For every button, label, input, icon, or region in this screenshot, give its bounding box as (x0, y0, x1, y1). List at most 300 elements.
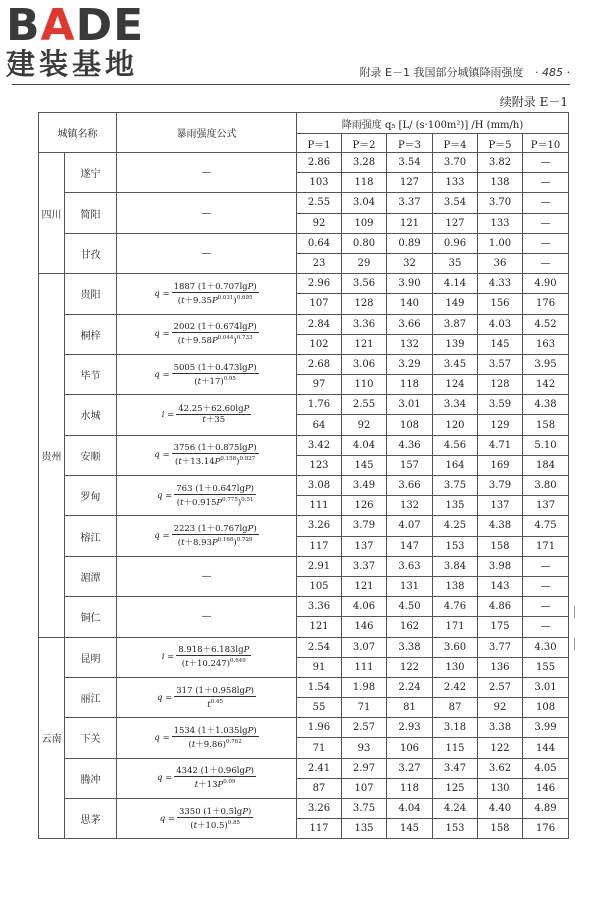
formula-cell (117, 233, 297, 273)
intensity-q-value: 4.76 (433, 597, 478, 617)
intensity-h-value: 93 (342, 738, 387, 758)
intensity-q-value: 2.97 (342, 758, 387, 778)
table-row (39, 274, 569, 294)
intensity-q-value: 4.38 (523, 395, 569, 415)
formula-denominator: $(t+10.5)^{0.85}$ (190, 819, 240, 831)
rainfall-table (38, 112, 569, 839)
intensity-h-value: 121 (342, 334, 387, 354)
intensity-h-value: 87 (297, 778, 342, 798)
formula-cell (117, 799, 297, 839)
intensity-q-value: 2.57 (478, 677, 523, 697)
city-name: 湄潭 (65, 556, 117, 596)
intensity-q-value: 3.87 (433, 314, 478, 334)
intensity-q-value: 3.63 (387, 556, 433, 576)
intensity-q-value: — (523, 597, 569, 617)
intensity-q-value: 3.38 (478, 718, 523, 738)
intensity-q-value: 3.59 (478, 395, 523, 415)
intensity-q-value: 0.89 (387, 233, 433, 253)
empty-dash: — (201, 611, 212, 623)
intensity-q-value: 4.05 (523, 758, 569, 778)
intensity-h-value: 146 (342, 617, 387, 637)
running-header (290, 64, 570, 82)
city-name: 罗甸 (65, 476, 117, 516)
intensity-q-value: 0.64 (297, 233, 342, 253)
logo-subtitle: 建装基地 (6, 47, 139, 81)
header-period: P＝3 (387, 134, 433, 153)
formula-cell (117, 395, 297, 435)
intensity-q-value: 3.77 (478, 637, 523, 657)
intensity-h-value: 144 (523, 738, 569, 758)
intensity-q-value: 0.80 (342, 233, 387, 253)
intensity-h-value: 155 (523, 657, 569, 677)
city-name: 思茅 (65, 799, 117, 839)
intensity-h-value: — (523, 617, 569, 637)
intensity-h-value: 120 (433, 415, 478, 435)
intensity-q-value: 4.38 (478, 516, 523, 536)
intensity-q-value: 4.14 (433, 274, 478, 294)
city-name: 水城 (65, 395, 117, 435)
intensity-q-value: 3.70 (433, 153, 478, 173)
intensity-q-value: 2.84 (297, 314, 342, 334)
table-row (39, 314, 569, 334)
intensity-h-value: 176 (523, 819, 569, 839)
formula-cell (117, 435, 297, 475)
formula-denominator: t＋35 (202, 415, 226, 426)
intensity-h-value: 121 (387, 213, 433, 233)
intensity-q-value: 1.96 (297, 718, 342, 738)
intensity-q-value: 3.70 (478, 193, 523, 213)
header-period: P＝4 (433, 134, 478, 153)
intensity-h-value: 127 (387, 173, 433, 193)
formula-denominator: $(t+9.58P^{0.044})^{0.733}$ (177, 335, 253, 347)
formula-lhs: q = (157, 490, 173, 501)
intensity-h-value: 131 (387, 576, 433, 596)
table-row (39, 193, 569, 213)
formula-numerator: 3756 (1＋0.875lgP) (173, 443, 257, 454)
city-name: 铜仁 (65, 597, 117, 637)
intensity-h-value: 117 (297, 819, 342, 839)
intensity-q-value: 1.00 (478, 233, 523, 253)
intensity-q-value: 3.80 (523, 476, 569, 496)
intensity-h-value: — (523, 213, 569, 233)
intensity-h-value: 97 (297, 375, 342, 395)
intensity-q-value: 4.33 (478, 274, 523, 294)
city-name: 桐梓 (65, 314, 117, 354)
intensity-h-value: 108 (387, 415, 433, 435)
intensity-q-value: 3.95 (523, 354, 569, 374)
intensity-h-value: 146 (523, 778, 569, 798)
intensity-h-value: 55 (297, 698, 342, 718)
intensity-q-value: 4.52 (523, 314, 569, 334)
intensity-q-value: 3.08 (297, 476, 342, 496)
intensity-h-value: 130 (433, 657, 478, 677)
intensity-q-value: 4.03 (478, 314, 523, 334)
formula-numerator: 2002 (1＋0.674lgP) (173, 322, 257, 333)
intensity-h-value: 156 (478, 294, 523, 314)
city-name: 昆明 (65, 637, 117, 677)
table-row (39, 637, 569, 657)
intensity-h-value: 145 (342, 455, 387, 475)
city-name: 遂宁 (65, 153, 117, 193)
formula-lhs: q = (154, 732, 170, 743)
intensity-h-value: 103 (297, 173, 342, 193)
intensity-q-value: 3.06 (342, 354, 387, 374)
intensity-q-value: 1.98 (342, 677, 387, 697)
formula-lhs: q = (154, 329, 170, 340)
intensity-q-value: 2.86 (297, 153, 342, 173)
intensity-h-value: 164 (433, 455, 478, 475)
empty-dash: — (201, 247, 212, 259)
formula-cell (117, 677, 297, 717)
table-row (39, 435, 569, 455)
intensity-h-value: 158 (523, 415, 569, 435)
formula-numerator: 3350 (1＋0.5lgP) (178, 806, 252, 817)
intensity-h-value: 142 (523, 375, 569, 395)
intensity-q-value: — (523, 233, 569, 253)
intensity-h-value: 71 (342, 698, 387, 718)
table-row (39, 799, 569, 819)
intensity-q-value: 2.55 (297, 193, 342, 213)
intensity-h-value: 138 (478, 173, 523, 193)
formula-denominator: $(t+17)^{0.95}$ (194, 375, 236, 387)
formula-fraction (172, 726, 259, 750)
intensity-q-value: 1.54 (297, 677, 342, 697)
intensity-h-value: 133 (478, 213, 523, 233)
intensity-h-value: 135 (433, 496, 478, 516)
city-name: 毕节 (65, 354, 117, 394)
formula-denominator: $(t+0.915P^{0.775})^{0.51}$ (176, 496, 254, 508)
intensity-q-value: 3.45 (433, 354, 478, 374)
intensity-q-value: 3.98 (478, 556, 523, 576)
intensity-h-value: 121 (297, 617, 342, 637)
margin-mark (570, 606, 580, 618)
intensity-q-value: 4.25 (433, 516, 478, 536)
formula-numerator: 1534 (1＋1.035lgP) (173, 726, 257, 737)
intensity-h-value: 128 (478, 375, 523, 395)
table-row (39, 718, 569, 738)
table-row (39, 395, 569, 415)
formula-cell (117, 354, 297, 394)
intensity-h-value: 153 (433, 536, 478, 556)
intensity-h-value: 137 (342, 536, 387, 556)
formula-denominator: $(t+9.35P^{0.031})^{0.695}$ (177, 294, 253, 306)
header-period: P＝10 (523, 134, 569, 153)
city-name: 简阳 (65, 193, 117, 233)
empty-dash: — (201, 570, 212, 582)
formula-denominator: $(t+13.14P^{0.158})^{0.827}$ (175, 456, 256, 468)
formula-fraction (174, 686, 256, 710)
intensity-q-value: 4.24 (433, 799, 478, 819)
intensity-h-value: 64 (297, 415, 342, 435)
intensity-q-value: 2.41 (297, 758, 342, 778)
intensity-h-value: 118 (387, 375, 433, 395)
formula-fraction (172, 443, 259, 467)
intensity-h-value: 108 (523, 698, 569, 718)
intensity-h-value: 71 (297, 738, 342, 758)
intensity-h-value: 111 (297, 496, 342, 516)
intensity-h-value: 118 (387, 778, 433, 798)
intensity-h-value: 145 (478, 334, 523, 354)
formula-cell (117, 718, 297, 758)
intensity-q-value: 3.56 (342, 274, 387, 294)
intensity-h-value: 171 (433, 617, 478, 637)
formula-numerator: 2223 (1＋0.767lgP) (173, 524, 257, 535)
header-city: 城镇名称 (39, 113, 117, 153)
intensity-h-value: 137 (523, 496, 569, 516)
intensity-q-value: 3.75 (433, 476, 478, 496)
table-row (39, 476, 569, 496)
formula-lhs: q = (154, 369, 170, 380)
table-row (39, 758, 569, 778)
intensity-h-value: 81 (387, 698, 433, 718)
intensity-q-value: 3.36 (342, 314, 387, 334)
intensity-q-value: 4.36 (387, 435, 433, 455)
intensity-h-value: 132 (387, 334, 433, 354)
intensity-h-value: 149 (433, 294, 478, 314)
intensity-h-value: 115 (433, 738, 478, 758)
formula-lhs: q = (154, 288, 170, 299)
brand-logo (6, 0, 176, 86)
intensity-q-value: 2.42 (433, 677, 478, 697)
intensity-q-value: 4.50 (387, 597, 433, 617)
intensity-h-value: 147 (387, 536, 433, 556)
intensity-q-value: 3.49 (342, 476, 387, 496)
intensity-h-value: 107 (297, 294, 342, 314)
intensity-h-value: 118 (342, 173, 387, 193)
formula-cell (117, 193, 297, 233)
table-row (39, 597, 569, 617)
province-name: 云南 (39, 637, 65, 839)
intensity-h-value: 117 (297, 536, 342, 556)
intensity-q-value: 3.26 (297, 516, 342, 536)
intensity-q-value: 3.42 (297, 435, 342, 455)
intensity-h-value: 158 (478, 819, 523, 839)
table-row (39, 677, 569, 697)
header-divider (12, 84, 570, 85)
header-period: P＝5 (478, 134, 523, 153)
header-period: P＝1 (297, 134, 342, 153)
intensity-h-value: 175 (478, 617, 523, 637)
formula-lhs: q = (157, 692, 173, 703)
formula-cell (117, 597, 297, 637)
intensity-h-value: 123 (297, 455, 342, 475)
intensity-h-value: 102 (297, 334, 342, 354)
intensity-q-value: 3.26 (297, 799, 342, 819)
formula-fraction (174, 766, 256, 790)
intensity-h-value: — (523, 253, 569, 273)
formula-fraction (174, 484, 256, 508)
intensity-h-value: 133 (433, 173, 478, 193)
table-row (39, 556, 569, 576)
intensity-q-value: 3.79 (342, 516, 387, 536)
intensity-q-value: 4.86 (478, 597, 523, 617)
intensity-q-value: 4.75 (523, 516, 569, 536)
intensity-h-value: 139 (433, 334, 478, 354)
city-name: 下关 (65, 718, 117, 758)
intensity-h-value: 105 (297, 576, 342, 596)
formula-numerator: 317 (1＋0.958lgP) (176, 685, 254, 696)
intensity-q-value: 3.75 (342, 799, 387, 819)
formula-cell (117, 314, 297, 354)
intensity-q-value: 2.93 (387, 718, 433, 738)
formula-numerator: 42.25＋62.60lgP (178, 404, 250, 415)
table-row (39, 153, 569, 173)
intensity-h-value: 157 (387, 455, 433, 475)
intensity-h-value: 124 (433, 375, 478, 395)
formula-numerator: 5005 (1＋0.473lgP) (173, 362, 257, 373)
intensity-h-value: 29 (342, 253, 387, 273)
intensity-q-value: 4.89 (523, 799, 569, 819)
section-title: 附录 E－1 我国部分城镇降雨强度 (359, 66, 524, 79)
intensity-q-value: 2.96 (297, 274, 342, 294)
formula-denominator: $t+13P^{0.09}$ (194, 779, 236, 791)
intensity-q-value: 4.40 (478, 799, 523, 819)
intensity-h-value: 130 (478, 778, 523, 798)
intensity-q-value: 2.57 (342, 718, 387, 738)
table-row (39, 516, 569, 536)
intensity-h-value: 35 (433, 253, 478, 273)
intensity-h-value: 169 (478, 455, 523, 475)
intensity-h-value: 176 (523, 294, 569, 314)
intensity-h-value: 92 (297, 213, 342, 233)
intensity-q-value: 4.71 (478, 435, 523, 455)
province-name: 贵州 (39, 274, 65, 637)
formula-numerator: 4342 (1＋0.96lgP) (176, 766, 254, 777)
formula-fraction (172, 363, 259, 387)
province-name: 四川 (39, 153, 65, 274)
intensity-q-value: 3.66 (387, 314, 433, 334)
formula-denominator: $(t+10.247)^{0.649}$ (181, 658, 246, 670)
intensity-h-value: 136 (478, 657, 523, 677)
intensity-h-value: 137 (478, 496, 523, 516)
intensity-q-value: 4.07 (387, 516, 433, 536)
intensity-q-value: 3.54 (433, 193, 478, 213)
intensity-q-value: 4.04 (387, 799, 433, 819)
intensity-h-value: 121 (342, 576, 387, 596)
formula-fraction (176, 404, 251, 425)
intensity-q-value: 5.10 (523, 435, 569, 455)
intensity-q-value: 3.29 (387, 354, 433, 374)
formula-numerator: 763 (1＋0.647lgP) (176, 483, 254, 494)
intensity-h-value: 145 (387, 819, 433, 839)
formula-denominator: $(t+9.86)^{0.762}$ (188, 739, 242, 750)
intensity-q-value: 3.01 (523, 677, 569, 697)
formula-lhs: q = (157, 773, 173, 784)
intensity-q-value: 3.07 (342, 637, 387, 657)
intensity-h-value: 127 (433, 213, 478, 233)
intensity-h-value: 128 (342, 294, 387, 314)
intensity-h-value: 111 (342, 657, 387, 677)
intensity-q-value: 3.90 (387, 274, 433, 294)
intensity-q-value: 2.68 (297, 354, 342, 374)
intensity-h-value: 23 (297, 253, 342, 273)
intensity-h-value: 140 (387, 294, 433, 314)
intensity-q-value: 3.18 (433, 718, 478, 738)
city-name: 安顺 (65, 435, 117, 475)
table-caption: 续附录 E－1 (499, 95, 568, 109)
header-formula: 暴雨强度公式 (117, 113, 297, 153)
intensity-q-value: — (523, 556, 569, 576)
formula-lhs: q = (154, 531, 170, 542)
intensity-q-value: 3.47 (433, 758, 478, 778)
intensity-h-value: 171 (523, 536, 569, 556)
intensity-h-value: — (523, 576, 569, 596)
intensity-q-value: — (523, 153, 569, 173)
formula-fraction (172, 282, 259, 306)
intensity-h-value: 158 (478, 536, 523, 556)
formula-cell (117, 556, 297, 596)
intensity-h-value: 184 (523, 455, 569, 475)
logo-wordmark: BADE (6, 0, 145, 51)
intensity-q-value: 1.76 (297, 395, 342, 415)
formula-cell (117, 153, 297, 193)
intensity-q-value: 2.54 (297, 637, 342, 657)
intensity-q-value: 2.55 (342, 395, 387, 415)
intensity-q-value: 3.57 (478, 354, 523, 374)
formula-denominator: $(t+8.93P^{0.168})^{0.729}$ (177, 537, 253, 548)
intensity-q-value: 3.60 (433, 637, 478, 657)
intensity-h-value: 106 (387, 738, 433, 758)
formula-cell (117, 637, 297, 677)
intensity-q-value: 3.62 (478, 758, 523, 778)
intensity-h-value: 138 (433, 576, 478, 596)
intensity-q-value: 3.28 (342, 153, 387, 173)
intensity-h-value: 163 (523, 334, 569, 354)
intensity-q-value: 3.84 (433, 556, 478, 576)
intensity-h-value: 122 (478, 738, 523, 758)
intensity-q-value: 2.24 (387, 677, 433, 697)
intensity-h-value: — (523, 173, 569, 193)
header-rain-intensity: 降雨强度 q₅ [L/ (s·100m²)] /H (mm/h) (297, 113, 569, 134)
intensity-q-value: 3.54 (387, 153, 433, 173)
city-name: 腾冲 (65, 758, 117, 798)
city-name: 榕江 (65, 516, 117, 556)
intensity-q-value: 3.36 (297, 597, 342, 617)
intensity-q-value: 3.66 (387, 476, 433, 496)
intensity-h-value: 32 (387, 253, 433, 273)
intensity-q-value: 2.91 (297, 556, 342, 576)
formula-fraction (176, 645, 251, 669)
formula-fraction (172, 524, 259, 548)
city-name: 甘孜 (65, 233, 117, 273)
formula-numerator: 8.918＋6.183lgP (178, 645, 250, 656)
intensity-h-value: 109 (342, 213, 387, 233)
intensity-h-value: 162 (387, 617, 433, 637)
intensity-h-value: 36 (478, 253, 523, 273)
formula-numerator: 1887 (1＋0.707lgP) (173, 281, 257, 292)
intensity-q-value: 3.99 (523, 718, 569, 738)
intensity-h-value: 143 (478, 576, 523, 596)
intensity-q-value: 3.38 (387, 637, 433, 657)
intensity-h-value: 126 (342, 496, 387, 516)
intensity-h-value: 125 (433, 778, 478, 798)
intensity-q-value: 3.79 (478, 476, 523, 496)
city-name: 贵阳 (65, 274, 117, 314)
formula-denominator: $t^{0.45}$ (207, 698, 223, 710)
formula-lhs: q = (154, 450, 170, 461)
intensity-q-value: 4.04 (342, 435, 387, 455)
table-row (39, 233, 569, 253)
intensity-q-value: 0.96 (433, 233, 478, 253)
page-number: · 485 · (535, 66, 570, 79)
formula-fraction (177, 807, 253, 831)
intensity-h-value: 87 (433, 698, 478, 718)
intensity-q-value: 3.37 (387, 193, 433, 213)
intensity-h-value: 132 (387, 496, 433, 516)
intensity-h-value: 122 (387, 657, 433, 677)
intensity-h-value: 153 (433, 819, 478, 839)
table-row (39, 354, 569, 374)
